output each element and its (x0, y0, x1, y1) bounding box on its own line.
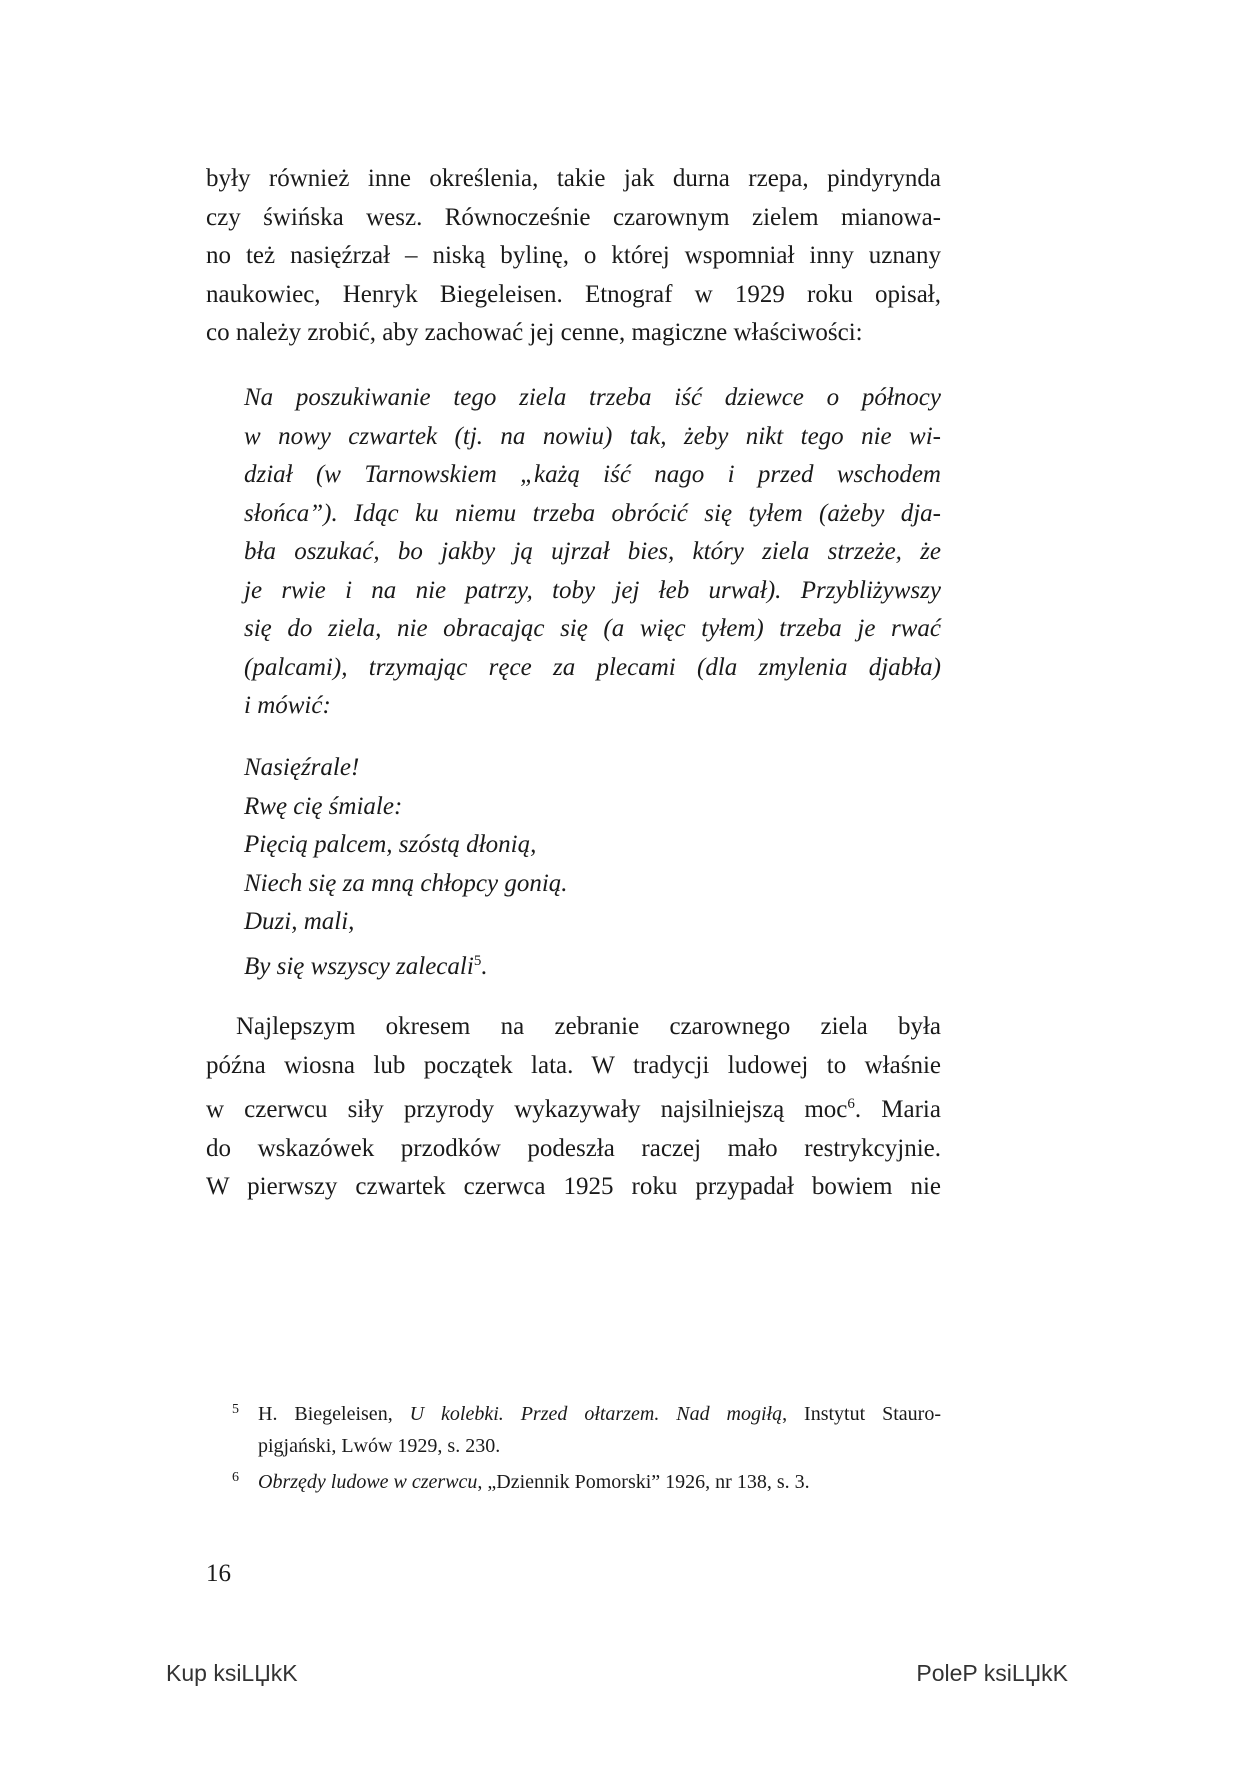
text-line: do wskazówek przodków podeszła raczej mało restrykcyjnie. (206, 1134, 941, 1162)
footnote-6 (232, 1466, 941, 1498)
quote-line: słońca”). Idąc ku niemu trzeba obrócić się tyłem (ażeby dja- (244, 499, 941, 527)
footnote-publisher: , Instytut Stauro- (782, 1403, 941, 1425)
footnote-title: Obrzędy ludowe w czerwcu (258, 1471, 478, 1493)
buy-book-link[interactable]: Kup ksiLЏkK (166, 1660, 298, 1686)
poem-line: Pięcią palcem, szóstą dłonią, (244, 831, 537, 858)
text-fragment: w czerwcu siły przyrody wykazywały najsilniejszą moc (206, 1096, 848, 1123)
quote-line: (palcami), trzymając ręce za plecami (dla zmylenia djabła) (244, 653, 941, 681)
poem-line (244, 942, 941, 987)
footnote-line (258, 1398, 941, 1430)
footnote-title: U kolebki. Przed ołtarzem. Nad mogiłą (409, 1403, 783, 1425)
text-line (206, 1085, 941, 1130)
poem-line: Nasięźrale! (244, 754, 360, 781)
footnote-line: pigjański, Lwów 1929, s. 230. (258, 1435, 501, 1457)
text-line: późna wiosna lub początek lata. W tradycji ludowej to właśnie (206, 1051, 941, 1079)
quote-line: bła oszukać, bo jakby ją ujrzał bies, który ziela strzeże, że (244, 538, 941, 565)
text-line: czy świńska wesz. Równocześnie czarownym zielem mianowa- (206, 203, 941, 231)
footnote-source: , „Dziennik Pomorski” 1926, nr 138, s. 3. (477, 1471, 810, 1493)
text-line: W pierwszy czwartek czerwca 1925 roku przypadał bowiem nie (206, 1173, 941, 1200)
footnote-ref-5[interactable]: 5 (473, 952, 482, 969)
poem-line-end: . (481, 952, 488, 980)
footnotes (232, 1398, 941, 1498)
footnote-number: 6 (232, 1470, 239, 1485)
quote-line: Na poszukiwanie tego ziela trzeba iść dziewce o północy (244, 384, 941, 411)
quote-line: dział (w Tarnowskiem „każą iść nago i przed wschodem (244, 461, 941, 488)
block-quote (244, 379, 941, 726)
text-line: co należy zrobić, aby zachować jej cenne, magiczne właściwości: (206, 319, 863, 346)
poem-line: Duzi, mali, (244, 908, 355, 935)
quote-line: i mówić: (244, 692, 331, 719)
paragraph-1 (206, 160, 941, 353)
quote-line: się do ziela, nie obracając się (a więc tyłem) trzeba je rwać (244, 615, 941, 642)
footnote-5 (232, 1398, 941, 1462)
poem-line: Niech się za mną chłopcy gonią. (244, 869, 568, 897)
text-line: naukowiec, Henryk Biegeleisen. Etnograf w 1929 roku opisał, (206, 280, 941, 308)
text-fragment: . Maria (854, 1096, 941, 1123)
quote-line: je rwie i na nie patrzy, toby jej łeb urwał). Przybliżywszy (244, 576, 941, 604)
paragraph-2 (206, 1008, 941, 1207)
recommend-book-link[interactable]: PoleP ksiLЏkK (916, 1660, 1068, 1686)
footnote-line (258, 1466, 941, 1498)
page-number: 16 (206, 1560, 231, 1587)
poem (244, 749, 941, 986)
footnote-number: 5 (232, 1402, 239, 1417)
footnote-ref-6[interactable]: 6 (847, 1096, 855, 1112)
text-line: były również inne określenia, takie jak durna rzepa, pindyrynda (206, 165, 941, 192)
poem-line-text: By się wszyscy zalecali (244, 952, 474, 980)
quote-line: w nowy czwartek (tj. na nowiu) tak, żeby nikt tego nie wi- (244, 422, 941, 450)
poem-line: Rwę cię śmiale: (244, 792, 403, 820)
text-line: no też nasięźrzał – niską bylinę, o której wspomniał inny uznany (206, 242, 941, 269)
footnote-author: H. Biegeleisen, (258, 1403, 410, 1425)
text-line: Najlepszym okresem na zebranie czarownego ziela była (236, 1013, 941, 1040)
